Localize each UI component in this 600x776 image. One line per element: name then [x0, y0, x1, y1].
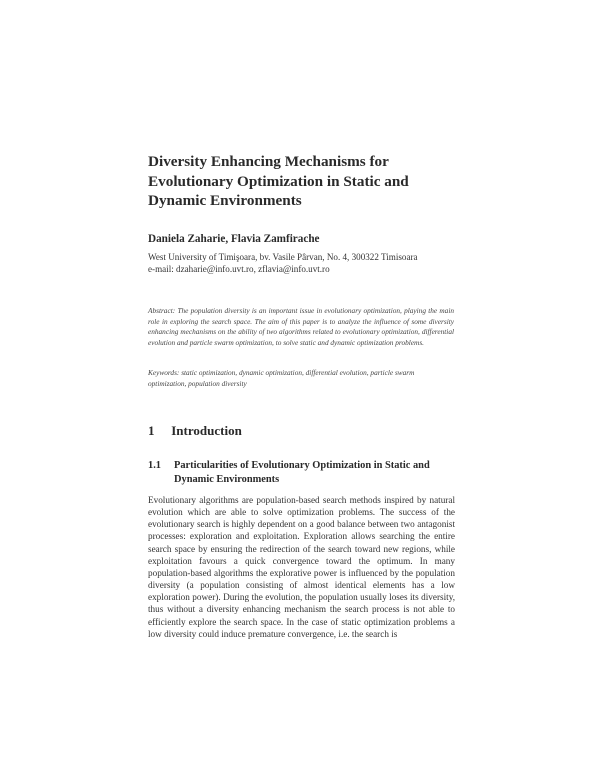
paper-title: Diversity Enhancing Mechanisms for Evolutionary Optimization in Static and Dynamic Environments — [148, 153, 409, 209]
affiliation-line: West University of Timişoara, bv. Vasile Pârvan, No. 4, 300322 Timisoara — [148, 252, 418, 262]
keywords-text: static optimization, dynamic optimization, differential evolution, particle swarm optimization, population diversity — [148, 368, 415, 388]
keywords-label: Keywords: — [148, 368, 180, 377]
abstract-text: The population diversity is an important issue in evolutionary optimization, playing the main role in exploring the search space. The aim of this paper is to analyze the influence of some diversity enhancing mechanisms on the ability of two algorithms related to evolutionary optimization, differential evolution and particle swarm optimization, to solve static and dynamic optimization problems. — [148, 306, 455, 347]
email-line: e-mail: dzaharie@info.uvt.ro, zflavia@info.uvt.ro — [148, 264, 330, 275]
body-paragraph: Evolutionary algorithms are population-based search methods inspired by natural evolution which are able to solve optimization problems. The success of the evolutionary search is highly dependent on a good balance between two antagonist processes: exploration and exploitation. Exploration allows searching the entire search space by ensuring the redirection of the search toward new regions, while exploitation favours a quick convergence toward the optimum. In many population-based algorithms the explorative power is influenced by the population diversity (a population consisting of almost identical elements has a low exploration power). During the evolution, the population usually loses its diversity, thus without a diversity enhancing mechanism the search process is not able to efficiently explore the search space. In the case of static optimization problems a low diversity could induce premature convergence, i.e. the search is — [148, 495, 455, 639]
abstract — [148, 306, 454, 348]
section-heading-introduction — [148, 423, 242, 439]
abstract-label: Abstract: — [148, 306, 176, 315]
subsection-number: 1.1 — [148, 460, 161, 471]
subsection-title: Particularities of Evolutionary Optimization in Static and Dynamic Environments — [174, 460, 430, 485]
author-affiliation-block — [148, 251, 468, 276]
section-title: Introduction — [171, 423, 242, 438]
subsection-heading — [148, 459, 458, 487]
keywords — [148, 368, 454, 389]
section-number: 1 — [148, 423, 155, 438]
paper-authors: Daniela Zaharie, Flavia Zamfirache — [148, 233, 320, 245]
